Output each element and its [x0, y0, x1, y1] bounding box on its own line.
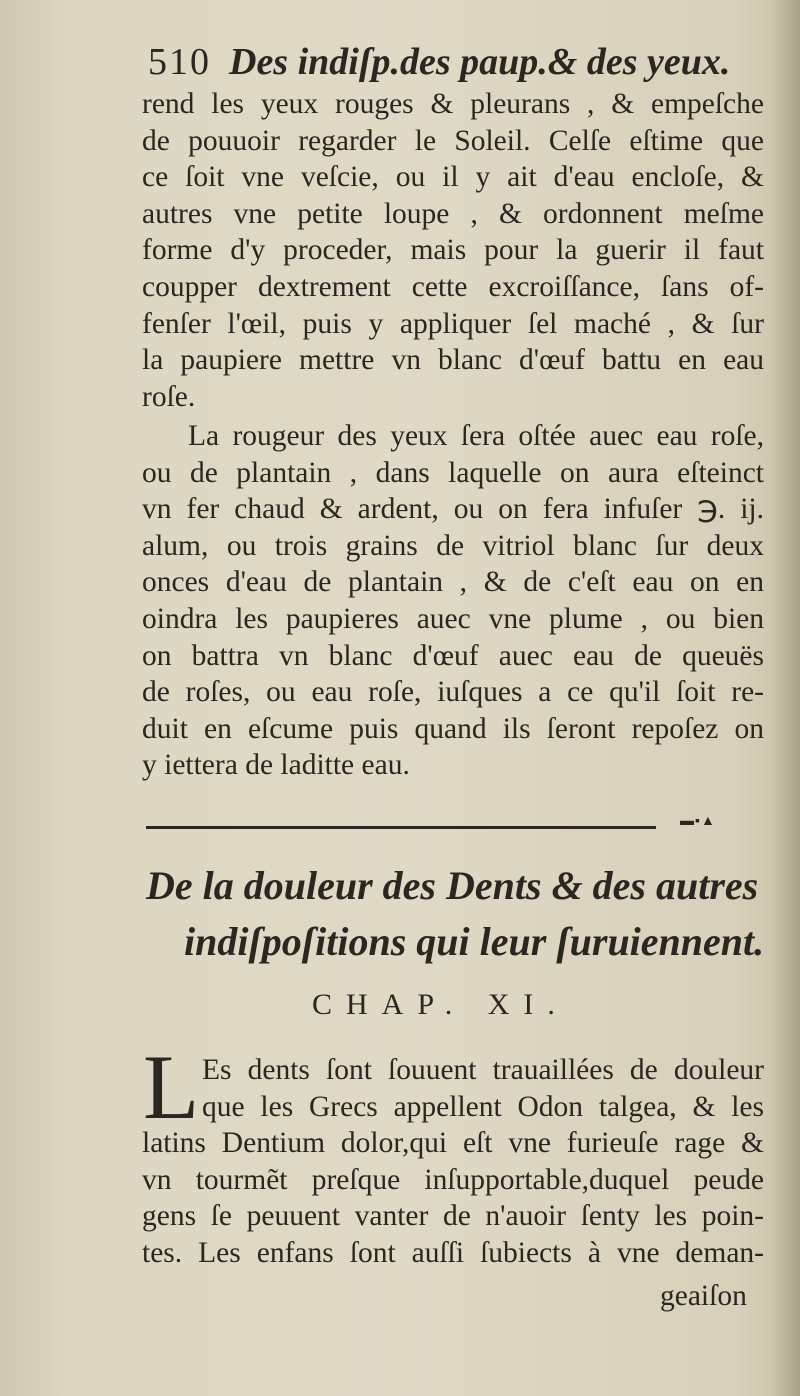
page-edge-shadow [770, 0, 800, 1396]
text-line: vn tourmẽt preſque inſupportable,duquel peude [142, 1163, 764, 1196]
text-line: forme d'y proceder, mais pour la guerir il faut [142, 234, 764, 267]
text-line: vn fer chaud & ardent, ou on fera infuſer ℈. ij. [142, 493, 764, 526]
text-line: de roſes, ou eau roſe, iuſques a ce qu'il ſoit re- [142, 676, 764, 709]
text-line: gens ſe peuuent vanter de n'auoir ſenty les poin- [142, 1200, 764, 1233]
divider-ornament: ▬▪▲ [680, 814, 716, 829]
text-line: onces d'eau de plantain , & de c'eſt eau on en [142, 566, 764, 599]
text-line: tes. Les enfans ſont auſſi ſubiects à vne deman- [142, 1236, 764, 1269]
paragraph-2 [142, 418, 764, 784]
text-line: on battra vn blanc d'œuf auec eau de queuës [142, 639, 764, 672]
chapter-number: CHAP. XI. [312, 988, 569, 1021]
text-line: rend les yeux rouges & pleurans , & empeſche [142, 88, 764, 120]
section-divider [146, 826, 656, 829]
text-line: coupper dextrement cette excroiſſance, ſans of- [142, 270, 764, 303]
text-line: alum, ou trois grains de vitriol blanc ſur deux [142, 529, 764, 562]
chapter-title-line-2: indiſpoſitions qui leur ſuruiennent. [184, 919, 765, 964]
text-line: latins Dentium dolor,qui eſt vne furieuſe rage & [142, 1127, 764, 1160]
text-line: la paupiere mettre vn blanc d'œuf battu en eau [142, 344, 764, 377]
text-line: ou de plantain , dans laquelle on aura eſteinct [142, 456, 764, 489]
text-line: ce ſoit vne veſcie, ou il y ait d'eau encloſe, & [142, 161, 764, 194]
paragraph-1 [142, 86, 764, 415]
page-number: 510 [148, 41, 211, 83]
drop-capital: L [143, 1036, 200, 1138]
text-line: La rougeur des yeux ſera oſtée auec eau roſe, [188, 420, 764, 452]
text-line: que les Grecs appellent Odon talgea, & les [202, 1090, 764, 1123]
text-line: autres vne petite loupe , & ordonnent meſme [142, 197, 764, 230]
text-line: oindra les paupieres auec vne plume , ou bien [142, 602, 764, 635]
text-line: roſe. [142, 380, 196, 413]
chapter-title-line-1: De la douleur des Dents & des autres [146, 863, 759, 908]
text-line: y iettera de laditte eau. [142, 749, 410, 782]
text-line: de pouuoir regarder le Soleil. Celſe eſtime que [142, 124, 764, 157]
page-header [148, 40, 768, 84]
running-title: Des indiſp.des paup.& des yeux. [229, 41, 731, 83]
paragraph-3 [142, 1052, 764, 1272]
catchword: geaiſon [660, 1280, 747, 1312]
text-line: fenſer l'œil, puis y appliquer ſel maché , & ſur [142, 307, 764, 340]
text-line: Es dents ſont ſouuent trauaillées de douleur [202, 1054, 764, 1086]
text-line: duit en eſcume puis quand ils ſeront repoſez on [142, 712, 764, 745]
